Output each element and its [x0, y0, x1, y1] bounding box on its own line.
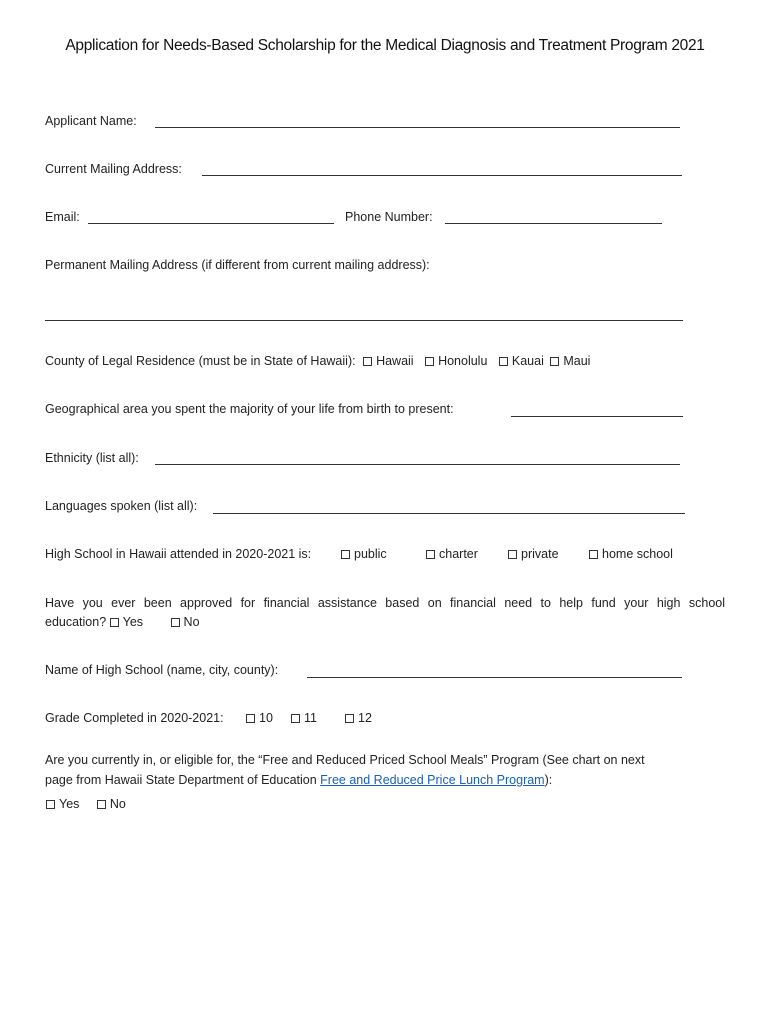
- email-label: Email:: [45, 210, 80, 224]
- geo-area-field[interactable]: [511, 416, 683, 417]
- county-option-hawaii[interactable]: Hawaii: [363, 354, 414, 368]
- grade-option-12[interactable]: 12: [345, 711, 372, 725]
- county-label: County of Legal Residence (must be in State of Hawaii):: [45, 354, 356, 368]
- hs-type-option-private[interactable]: private: [508, 547, 559, 561]
- meals-options: [46, 797, 126, 811]
- meals-option-no[interactable]: No: [97, 797, 126, 811]
- checkbox-icon[interactable]: [345, 714, 354, 723]
- grade-option-10[interactable]: 10: [246, 711, 273, 725]
- checkbox-icon[interactable]: [46, 800, 55, 809]
- ethnicity-field[interactable]: [155, 464, 680, 465]
- hs-type-option-charter[interactable]: charter: [426, 547, 478, 561]
- financial-question-line2: education? Yes No: [45, 615, 200, 629]
- county-option-honolulu[interactable]: Honolulu: [425, 354, 487, 368]
- grade-label: Grade Completed in 2020-2021:: [45, 711, 224, 725]
- current-address-field[interactable]: [202, 175, 682, 176]
- permanent-address-field[interactable]: [45, 320, 683, 321]
- ethnicity-label: Ethnicity (list all):: [45, 451, 139, 465]
- free-reduced-lunch-link[interactable]: Free and Reduced Price Lunch Program: [320, 773, 545, 787]
- email-field[interactable]: [88, 223, 334, 224]
- geo-area-label: Geographical area you spent the majority of your life from birth to present:: [45, 402, 454, 416]
- county-row: [45, 354, 590, 368]
- grade-option-11[interactable]: 11: [291, 711, 317, 725]
- hs-type-option-home-school[interactable]: home school: [589, 547, 673, 561]
- financial-option-no[interactable]: No: [171, 615, 200, 629]
- checkbox-icon[interactable]: [246, 714, 255, 723]
- meals-question-line1: Are you currently in, or eligible for, the “Free and Reduced Priced School Meals” Program (See chart on next: [45, 753, 645, 767]
- hs-type-option-public[interactable]: public: [341, 547, 387, 561]
- languages-field[interactable]: [213, 513, 685, 514]
- hs-name-field[interactable]: [307, 677, 682, 678]
- current-address-label: Current Mailing Address:: [45, 162, 182, 176]
- county-option-kauai[interactable]: Kauai: [499, 354, 544, 368]
- applicant-name-field[interactable]: [155, 127, 680, 128]
- hs-name-label: Name of High School (name, city, county):: [45, 663, 279, 677]
- checkbox-icon[interactable]: [171, 618, 180, 627]
- checkbox-icon[interactable]: [508, 550, 517, 559]
- checkbox-icon[interactable]: [550, 357, 559, 366]
- form-title: Application for Needs-Based Scholarship for the Medical Diagnosis and Treatment Program 2021: [65, 37, 705, 54]
- county-option-maui[interactable]: Maui: [550, 354, 590, 368]
- languages-label: Languages spoken (list all):: [45, 499, 198, 513]
- checkbox-icon[interactable]: [341, 550, 350, 559]
- checkbox-icon[interactable]: [363, 357, 372, 366]
- checkbox-icon[interactable]: [589, 550, 598, 559]
- meals-question-line2: page from Hawaii State Department of Education Free and Reduced Price Lunch Program):: [45, 773, 553, 787]
- checkbox-icon[interactable]: [110, 618, 119, 627]
- checkbox-icon[interactable]: [426, 550, 435, 559]
- permanent-address-label: Permanent Mailing Address (if different from current mailing address):: [45, 258, 430, 272]
- checkbox-icon[interactable]: [425, 357, 434, 366]
- phone-field[interactable]: [445, 223, 662, 224]
- checkbox-icon[interactable]: [499, 357, 508, 366]
- phone-label: Phone Number:: [345, 210, 433, 224]
- checkbox-icon[interactable]: [291, 714, 300, 723]
- hs-type-label: High School in Hawaii attended in 2020-2021 is:: [45, 547, 312, 561]
- applicant-name-label: Applicant Name:: [45, 114, 137, 128]
- financial-question-line1: Have you ever been approved for financial assistance based on financial need to help fund your high school: [45, 596, 725, 610]
- financial-option-yes[interactable]: Yes: [110, 615, 143, 629]
- meals-option-yes[interactable]: Yes: [46, 797, 79, 811]
- checkbox-icon[interactable]: [97, 800, 106, 809]
